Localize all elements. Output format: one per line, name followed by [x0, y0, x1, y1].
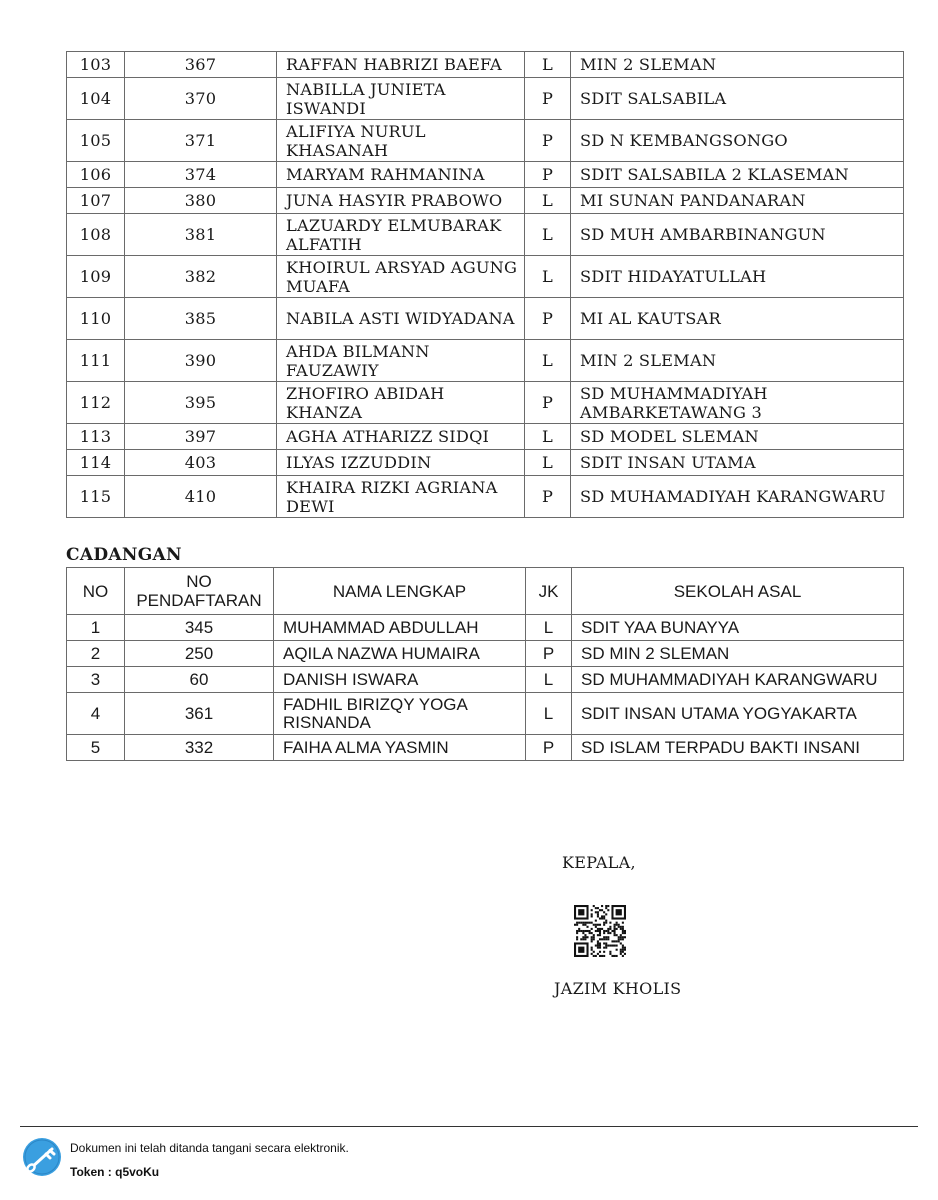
- table-row: [67, 693, 904, 735]
- origin-school: SDIT INSAN UTAMA: [571, 450, 904, 476]
- registration-number: 250: [125, 641, 274, 667]
- signature-title: KEPALA,: [562, 853, 636, 872]
- row-number: 1: [67, 615, 125, 641]
- header-reg-line1: NO: [186, 572, 212, 591]
- origin-school: SDIT SALSABILA 2 KLASEMAN: [571, 162, 904, 188]
- gender: P: [525, 382, 571, 424]
- row-number: 114: [67, 450, 125, 476]
- student-name: JUNA HASYIR PRABOWO: [277, 188, 525, 214]
- registration-number: 410: [125, 476, 277, 518]
- registration-number: 385: [125, 298, 277, 340]
- registration-number: 371: [125, 120, 277, 162]
- header-reg-line2: PENDAFTARAN: [136, 591, 262, 610]
- origin-school: SD MIN 2 SLEMAN: [572, 641, 904, 667]
- student-name: AGHA ATHARIZZ SIDQI: [277, 424, 525, 450]
- header-full-name: NAMA LENGKAP: [274, 568, 526, 615]
- table-row: [67, 120, 904, 162]
- origin-school: SD MUHAMMADIYAH AMBARKETAWANG 3: [571, 382, 904, 424]
- student-name: AQILA NAZWA HUMAIRA: [274, 641, 526, 667]
- registration-number: 390: [125, 340, 277, 382]
- student-name: NABILLA JUNIETA ISWANDI: [277, 78, 525, 120]
- gender: L: [525, 424, 571, 450]
- gender: L: [525, 214, 571, 256]
- origin-school: SD MUHAMADIYAH KARANGWARU: [571, 476, 904, 518]
- table-row: [67, 188, 904, 214]
- origin-school: MI SUNAN PANDANARAN: [571, 188, 904, 214]
- gender: L: [526, 667, 572, 693]
- gender: P: [525, 298, 571, 340]
- table-row: [67, 641, 904, 667]
- registration-number: 60: [125, 667, 274, 693]
- origin-school: SDIT HIDAYATULLAH: [571, 256, 904, 298]
- row-number: 115: [67, 476, 125, 518]
- gender: P: [525, 120, 571, 162]
- student-name: ZHOFIRO ABIDAH KHANZA: [277, 382, 525, 424]
- gender: L: [525, 340, 571, 382]
- student-name: AHDA BILMANN FAUZAWIY: [277, 340, 525, 382]
- table-row: [67, 298, 904, 340]
- student-name: MUHAMMAD ABDULLAH: [274, 615, 526, 641]
- table-row: [67, 450, 904, 476]
- row-number: 107: [67, 188, 125, 214]
- row-number: 106: [67, 162, 125, 188]
- registration-number: 345: [125, 615, 274, 641]
- registration-number: 380: [125, 188, 277, 214]
- row-number: 109: [67, 256, 125, 298]
- table-row: [67, 214, 904, 256]
- origin-school: SD N KEMBANGSONGO: [571, 120, 904, 162]
- reserve-title: CADANGAN: [66, 545, 182, 565]
- origin-school: MIN 2 SLEMAN: [571, 340, 904, 382]
- table-row: [67, 162, 904, 188]
- table-row: [67, 615, 904, 641]
- registration-number: 332: [125, 735, 274, 761]
- gender: P: [526, 641, 572, 667]
- row-number: 110: [67, 298, 125, 340]
- qr-code-icon: [574, 905, 626, 957]
- registration-number: 370: [125, 78, 277, 120]
- footer-divider: [20, 1126, 918, 1127]
- registration-number: 361: [125, 693, 274, 735]
- student-name: LAZUARDY ELMUBARAK ALFATIH: [277, 214, 525, 256]
- reserve-table: [66, 567, 904, 761]
- row-number: 111: [67, 340, 125, 382]
- gender: P: [525, 162, 571, 188]
- student-name: KHOIRUL ARSYAD AGUNG MUAFA: [277, 256, 525, 298]
- registration-number: 367: [125, 52, 277, 78]
- e-signature-notice: Dokumen ini telah ditanda tangani secara elektronik.: [70, 1141, 349, 1155]
- origin-school: SD MODEL SLEMAN: [571, 424, 904, 450]
- table-row: [67, 340, 904, 382]
- table-row: [67, 256, 904, 298]
- signature-token: Token : q5voKu: [70, 1165, 160, 1179]
- student-name: KHAIRA RIZKI AGRIANA DEWI: [277, 476, 525, 518]
- student-name: FAIHA ALMA YASMIN: [274, 735, 526, 761]
- gender: L: [525, 52, 571, 78]
- row-number: 103: [67, 52, 125, 78]
- student-name: FADHIL BIRIZQY YOGA RISNANDA: [274, 693, 526, 735]
- origin-school: SDIT YAA BUNAYYA: [572, 615, 904, 641]
- registration-number: 381: [125, 214, 277, 256]
- key-icon: [22, 1137, 62, 1177]
- table-row: [67, 382, 904, 424]
- header-origin-school: SEKOLAH ASAL: [572, 568, 904, 615]
- gender: L: [526, 615, 572, 641]
- row-number: 105: [67, 120, 125, 162]
- table-row: [67, 735, 904, 761]
- student-name: ALIFIYA NURUL KHASANAH: [277, 120, 525, 162]
- origin-school: SDIT INSAN UTAMA YOGYAKARTA: [572, 693, 904, 735]
- student-name: NABILA ASTI WIDYADANA: [277, 298, 525, 340]
- gender: L: [525, 188, 571, 214]
- gender: P: [525, 476, 571, 518]
- gender: P: [526, 735, 572, 761]
- origin-school: SD MUHAMMADIYAH KARANGWARU: [572, 667, 904, 693]
- row-number: 2: [67, 641, 125, 667]
- gender: L: [526, 693, 572, 735]
- origin-school: MI AL KAUTSAR: [571, 298, 904, 340]
- registration-number: 395: [125, 382, 277, 424]
- table-row: [67, 424, 904, 450]
- header-no: NO: [67, 568, 125, 615]
- student-name: MARYAM RAHMANINA: [277, 162, 525, 188]
- registration-number: 397: [125, 424, 277, 450]
- origin-school: SD ISLAM TERPADU BAKTI INSANI: [572, 735, 904, 761]
- reserve-header-row: [67, 568, 904, 615]
- table-row: [67, 667, 904, 693]
- header-gender: JK: [526, 568, 572, 615]
- row-number: 112: [67, 382, 125, 424]
- row-number: 108: [67, 214, 125, 256]
- registration-number: 403: [125, 450, 277, 476]
- student-table: [66, 51, 904, 518]
- student-name: RAFFAN HABRIZI BAEFA: [277, 52, 525, 78]
- header-registration-no: [125, 568, 274, 615]
- gender: P: [525, 78, 571, 120]
- table-row: [67, 476, 904, 518]
- row-number: 4: [67, 693, 125, 735]
- table-row: [67, 52, 904, 78]
- table-row: [67, 78, 904, 120]
- row-number: 3: [67, 667, 125, 693]
- origin-school: SDIT SALSABILA: [571, 78, 904, 120]
- row-number: 113: [67, 424, 125, 450]
- student-name: ILYAS IZZUDDIN: [277, 450, 525, 476]
- gender: L: [525, 256, 571, 298]
- origin-school: SD MUH AMBARBINANGUN: [571, 214, 904, 256]
- gender: L: [525, 450, 571, 476]
- row-number: 5: [67, 735, 125, 761]
- student-name: DANISH ISWARA: [274, 667, 526, 693]
- origin-school: MIN 2 SLEMAN: [571, 52, 904, 78]
- row-number: 104: [67, 78, 125, 120]
- registration-number: 382: [125, 256, 277, 298]
- registration-number: 374: [125, 162, 277, 188]
- signatory-name: JAZIM KHOLIS: [554, 979, 682, 998]
